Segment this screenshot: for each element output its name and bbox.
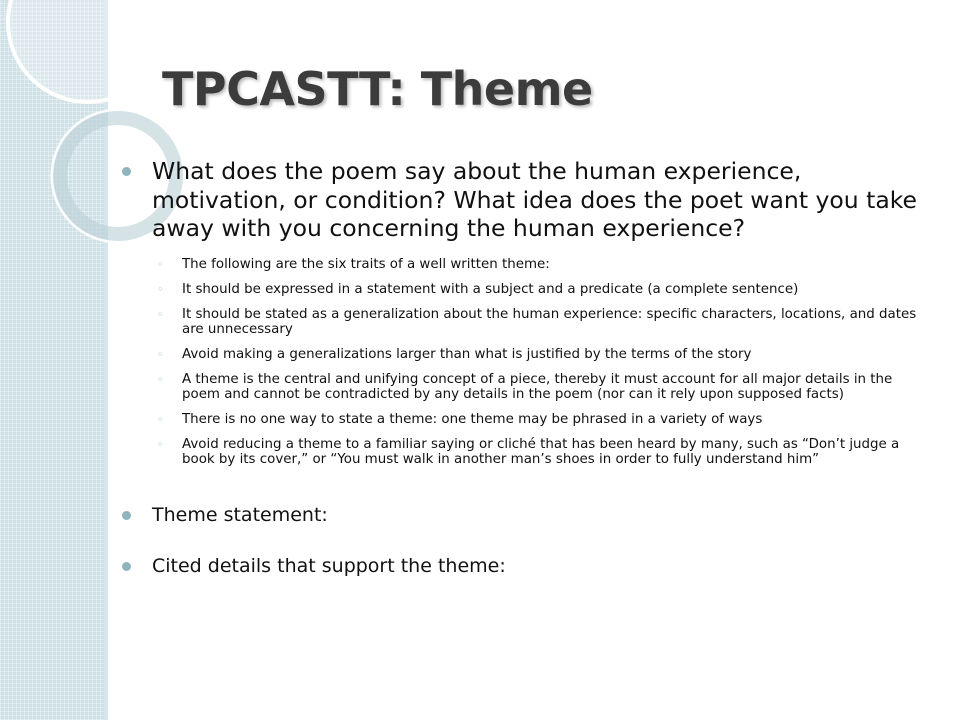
traits-list <box>152 257 932 467</box>
trait-text: Avoid making a generalizations larger than what is justified by the terms of the story <box>182 346 752 362</box>
question-text: What does the poem say about the human experience, motivation, or condition? What idea does the poet want you take away with you concerning the human experience? <box>152 157 918 242</box>
cited-details-bullet <box>122 554 932 578</box>
slide-title: TPCASTT: Theme <box>162 62 593 116</box>
trait-text: A theme is the central and unifying concept of a piece, thereby it must account for all major details in the poem and cannot be contradicted by any details in the poem (nor can it rely upon supposed facts) <box>182 371 893 402</box>
trait-item <box>152 282 932 297</box>
bullet-dot <box>122 167 131 176</box>
slide-content <box>122 157 932 578</box>
main-bullet-list <box>122 157 932 578</box>
trait-text: There is no one way to state a theme: one theme may be phrased in a variety of ways <box>182 411 763 427</box>
cited-details-label: Cited details that support the theme: <box>152 554 506 577</box>
bullet-dot <box>122 562 131 571</box>
sub-bullet-icon: ◦ <box>157 372 164 386</box>
trait-item <box>152 257 932 272</box>
sub-bullet-icon: ◦ <box>157 347 164 361</box>
theme-statement-label: Theme statement: <box>152 503 328 526</box>
trait-item <box>152 347 932 362</box>
sub-bullet-icon: ◦ <box>157 282 164 296</box>
trait-text: The following are the six traits of a well written theme: <box>182 256 550 272</box>
theme-statement-bullet <box>122 503 932 527</box>
trait-text: It should be stated as a generalization about the human experience: specific characters, locations, and dates are unnecessary <box>182 306 917 337</box>
sub-bullet-icon: ◦ <box>157 307 164 321</box>
trait-item <box>152 307 932 337</box>
sub-bullet-icon: ◦ <box>157 412 164 426</box>
decorative-circle-large <box>8 0 168 102</box>
bullet-dot <box>122 511 131 520</box>
trait-item <box>152 437 932 467</box>
sub-bullet-icon: ◦ <box>157 437 164 451</box>
trait-text: It should be expressed in a statement with a subject and a predicate (a complete sentence) <box>182 281 799 297</box>
trait-text: Avoid reducing a theme to a familiar saying or cliché that has been heard by many, such as “Don’t judge a book by its cover,” or “You must walk in another man’s shoes in order to fully understand him” <box>182 436 900 467</box>
trait-item <box>152 372 932 402</box>
trait-item <box>152 412 932 427</box>
question-bullet <box>122 157 932 467</box>
sub-bullet-icon: ◦ <box>157 257 164 271</box>
